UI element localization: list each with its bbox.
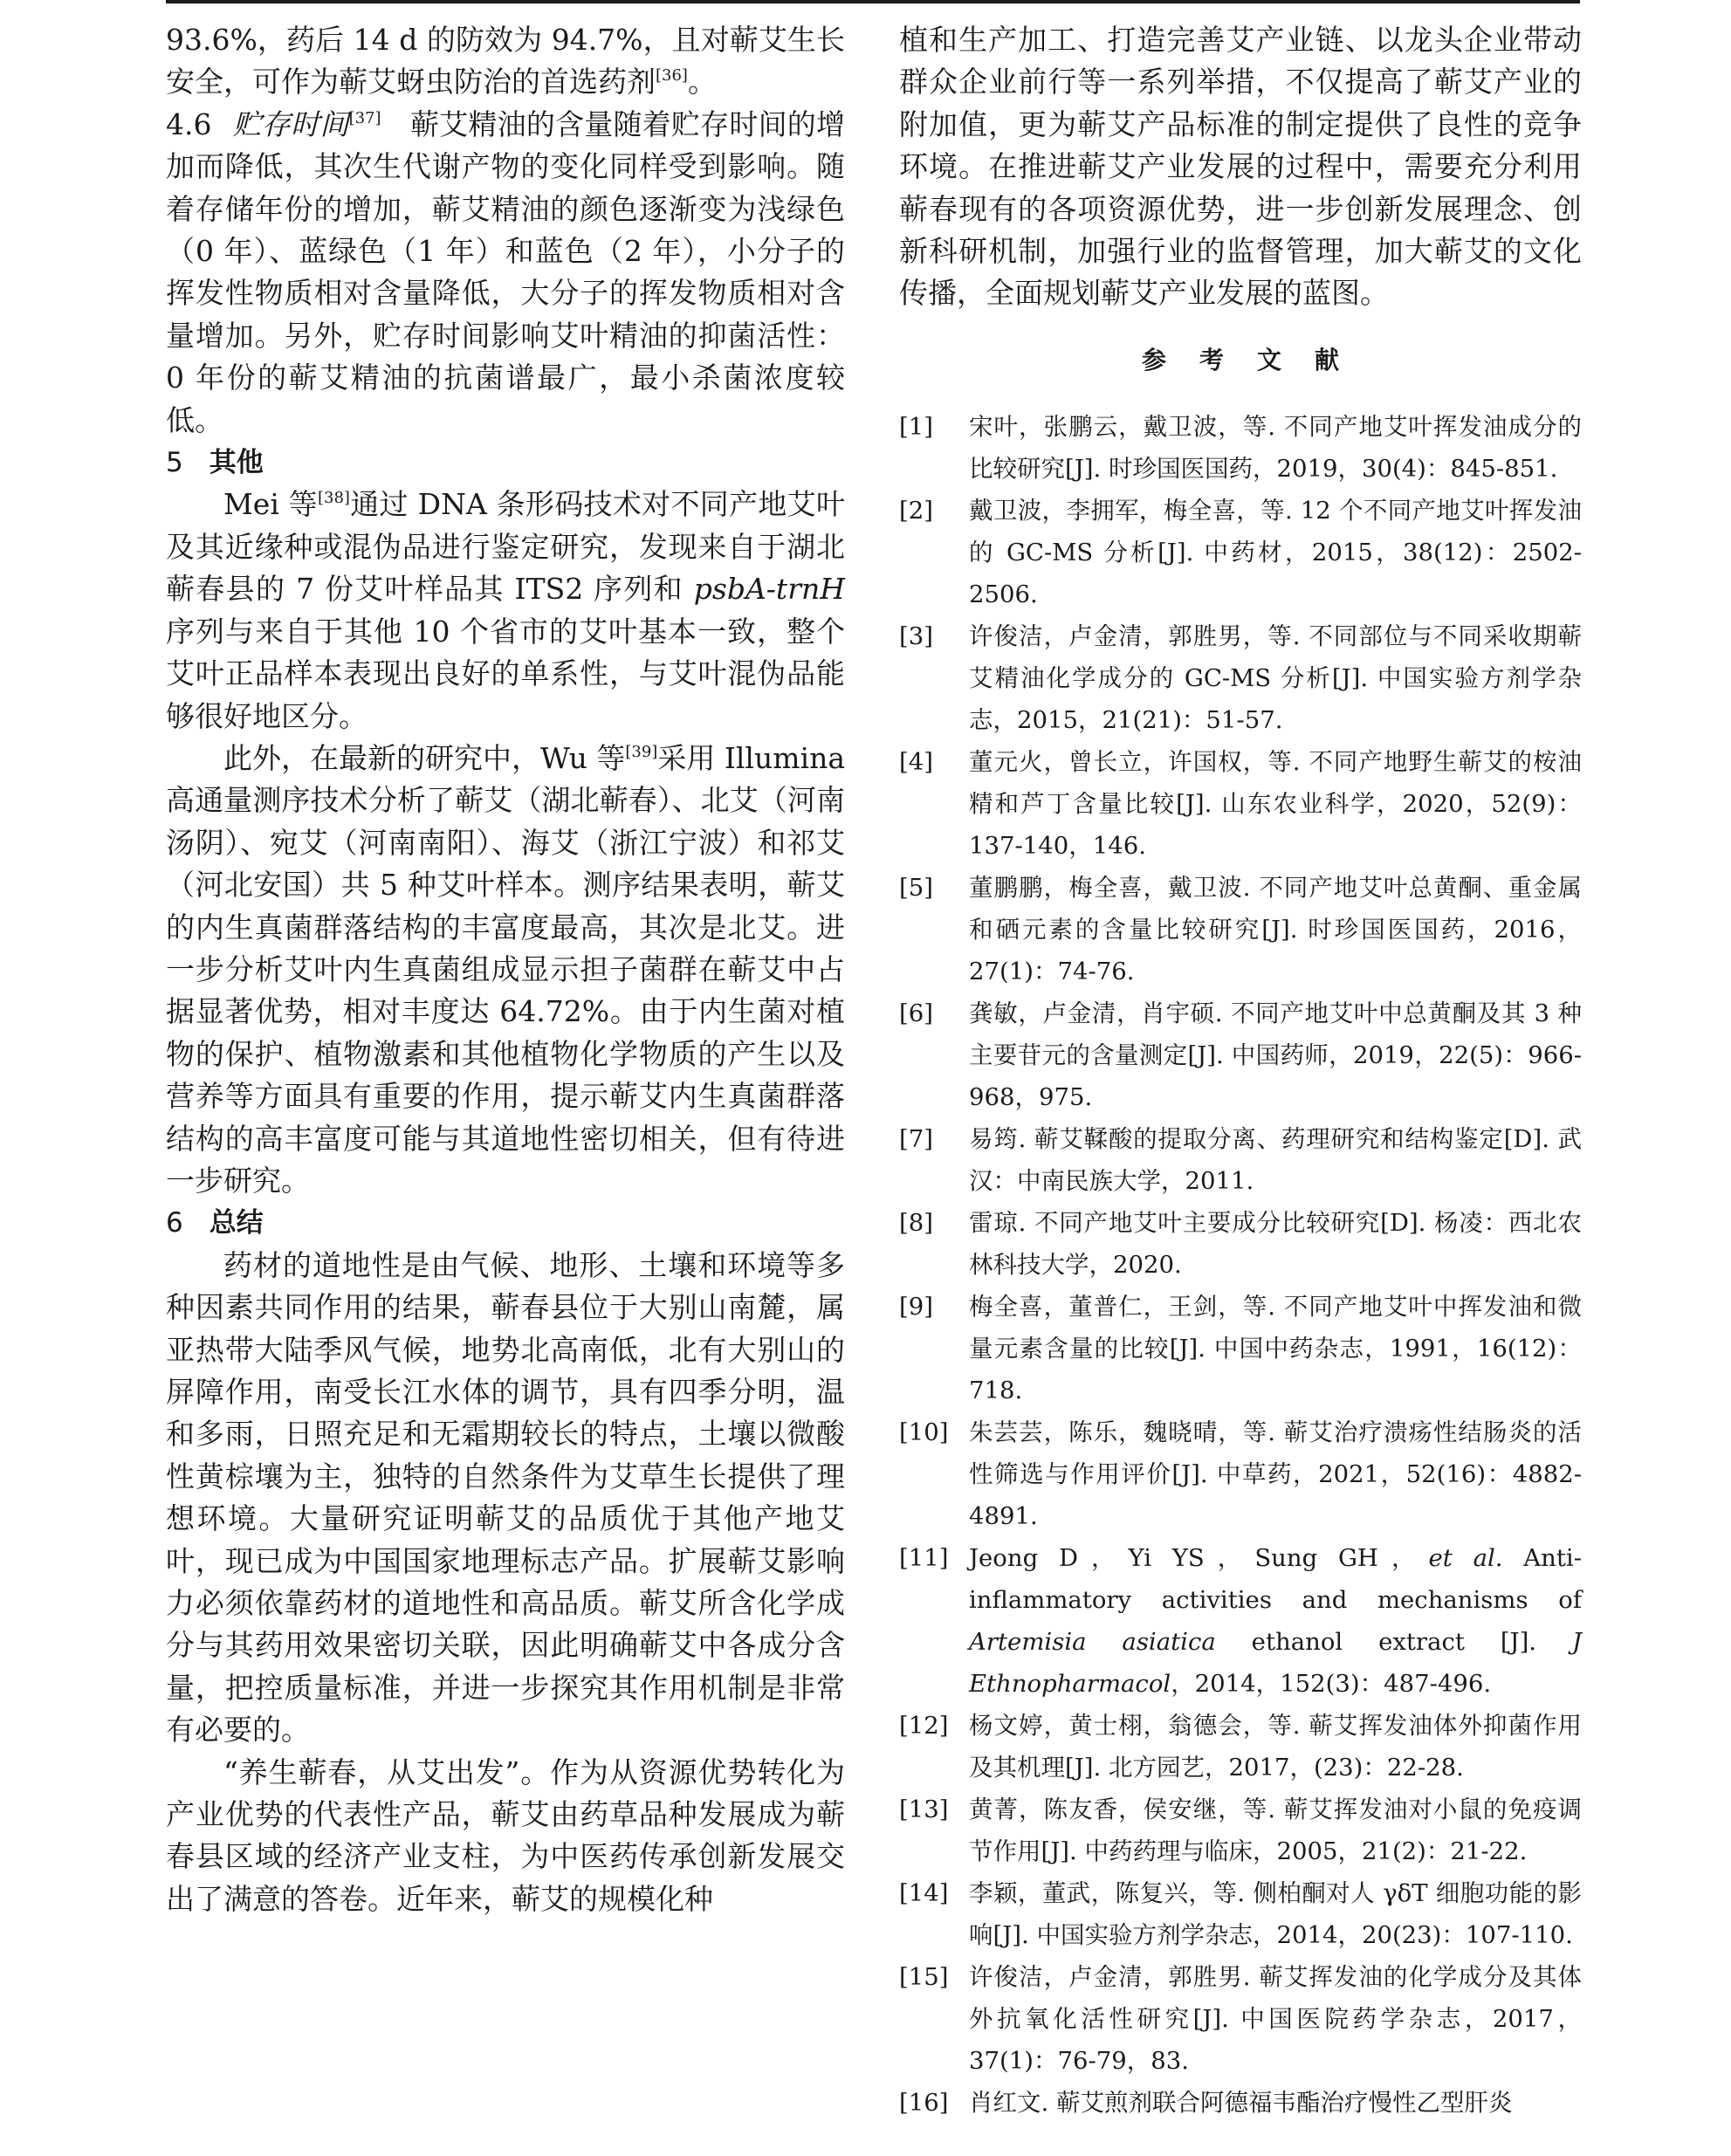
reference-text: 肖红文. 蕲艾煎剂联合阿德福韦酯治疗慢性乙型肝炎 xyxy=(969,2088,1513,2117)
section-number: 6 xyxy=(166,1207,183,1239)
reference-item xyxy=(899,1705,1582,1789)
reference-number: [15] xyxy=(899,1962,949,1991)
left-column xyxy=(166,19,845,1920)
reference-item xyxy=(899,992,1582,1118)
reference-number: [7] xyxy=(899,1124,933,1153)
reference-number: [13] xyxy=(899,1795,949,1823)
paragraph-continued-right: 植和生产加工、打造完善艾产业链、以龙头企业带动群众企业前行等一系列举措，不仅提高了蕲艾产业的附加值，更为蕲艾产品标准的制定提供了良性的竞争环境。在推进蕲艾产业发展的过程中，需要充分利用蕲春现有的各项资源优势，进一步创新发展理念、创新科研机制，加强行业的监督管理，加大蕲艾的文化传播，全面规划蕲艾产业发展的蓝图。 xyxy=(899,23,1582,311)
reference-item xyxy=(899,1872,1582,1956)
text: 序列与来自于其他 10 个省市的艾叶基本一致，整个艾叶正品样本表现出良好的单系性，与艾叶混伪品能够很好地区分。 xyxy=(166,614,845,733)
reference-item xyxy=(899,1537,1582,1705)
citation: [36] xyxy=(656,66,688,86)
reference-text: 许俊洁，卢金清，郭胜男. 蕲艾挥发油的化学成分及其体外抗氧化活性研究[J]. 中国医院药学杂志，2017，37(1)：76-79，83. xyxy=(969,1962,1582,2075)
header-rule xyxy=(166,0,1580,3)
section-6-heading xyxy=(166,1202,845,1244)
reference-number: [10] xyxy=(899,1418,949,1446)
paragraph-5b xyxy=(166,738,845,1202)
subsection-title: 贮存时间 xyxy=(232,106,349,141)
reference-number: [1] xyxy=(899,412,933,441)
section-number: 5 xyxy=(166,447,183,479)
reference-text: 宋叶，张鹏云，戴卫波，等. 不同产地艾叶挥发油成分的比较研究[J]. 时珍国医国药，2019，30(4)：845-851. xyxy=(969,412,1582,483)
text: 采用 Illumina 高通量测序技术分析了蕲艾（湖北蕲春）、北艾（河南汤阴）、宛艾（河南南阳）、海艾（浙江宁波）和祁艾（河北安国）共 5 种艾叶样本。测序结果表明，蕲艾的内生真菌群落结构的丰富度最高，其次是北艾。进一步分析艾叶内生真菌组成显示担子菌群在蕲艾中占据显著优势，相对丰度达 64.72%。由于内生菌对植物的保护、植物激素和其他植物化学物质的产生以及营养等方面具有重要的作用，提示蕲艾内生真菌群落结构的高丰富度可能与其道地性密切相关，但有待进一步研究。 xyxy=(166,740,846,1198)
text: Jeong D，Yi YS，Sung GH， xyxy=(969,1543,1429,1572)
reference-text: 朱芸芸，陈乐，魏晓晴，等. 蕲艾治疗溃疡性结肠炎的活性筛选与作用评价[J]. 中草药，2021，52(16)：4882-4891. xyxy=(969,1418,1582,1530)
reference-item xyxy=(899,1411,1582,1537)
citation: [39] xyxy=(625,742,658,761)
reference-text: 杨文婷，黄士栩，翁德会，等. 蕲艾挥发油体外抑菌作用及其机理[J]. 北方园艺，2017，(23)：22-28. xyxy=(969,1711,1582,1782)
text: 此外，在最新的研究中，Wu 等 xyxy=(223,740,626,775)
text: ethanol extract [J]. xyxy=(1215,1627,1572,1656)
reference-number: [5] xyxy=(899,873,933,902)
reference-text: 戴卫波，李拥军，梅全喜，等. 12 个不同产地艾叶挥发油的 GC-MS 分析[J]. 中药材，2015，38(12)：2502-2506. xyxy=(969,496,1582,608)
reference-item xyxy=(899,1202,1582,1286)
paragraph-continued xyxy=(166,19,845,104)
reference-number: [11] xyxy=(899,1543,949,1572)
gene-name: psbA-trnH xyxy=(693,572,845,607)
reference-number: [16] xyxy=(899,2088,949,2117)
section-title: 总结 xyxy=(209,1207,264,1239)
reference-item xyxy=(899,490,1582,615)
reference-item xyxy=(899,741,1582,867)
reference-item xyxy=(899,1118,1582,1202)
reference-item xyxy=(899,867,1582,992)
section-title: 其他 xyxy=(209,447,264,479)
right-column xyxy=(899,19,1582,2124)
reference-number: [8] xyxy=(899,1208,933,1237)
citation: [37] xyxy=(348,108,381,127)
text: ，2014，152(3)：487-496. xyxy=(1171,1669,1492,1698)
subsection-number: 4.6 xyxy=(166,106,212,141)
reference-number: [2] xyxy=(899,496,933,525)
reference-text: 许俊洁，卢金清，郭胜男，等. 不同部位与不同采收期蕲艾精油化学成分的 GC-MS 分析[J]. 中国实验方剂学杂志，2015，21(21)：51-57. xyxy=(969,621,1582,734)
text: . Anti-inflammatory activities and mechanisms of xyxy=(969,1543,1583,1614)
text: 通过 DNA 条形码技术对不同产地艾叶及其近缘种或混伪品进行鉴定研究，发现来自于湖北蕲春县的 7 份艾叶样品其 ITS2 序列和 xyxy=(166,487,845,607)
citation: [38] xyxy=(317,489,350,508)
paragraph-6a: 药材的道地性是由气候、地形、土壤和环境等多种因素共同作用的结果，蕲春县位于大别山南麓，属亚热带大陆季风气候，地势北高南低，北有大别山的屏障作用，南受长江水体的调节，具有四季分明，温和多雨，日照充足和无霜期较长的特点，土壤以微酸性黄棕壤为主，独特的自然条件为艾草生长提供了理想环境。大量研究证明蕲艾的品质优于其他产地艾叶，现已成为中国国家地理标志产品。扩展蕲艾影响力必须依靠药材的道地性和高品质。蕲艾所含化学成分与其药用效果密切关联，因此明确蕲艾中各成分含量，把控质量标准，并进一步探究其作用机制是非常有必要的。 xyxy=(166,1247,845,1747)
references-heading: 参考文献 xyxy=(1141,345,1372,374)
subsection-4-6 xyxy=(166,104,845,442)
reference-item xyxy=(899,1956,1582,2082)
reference-item xyxy=(899,1286,1582,1411)
reference-text: 董鹏鹏，梅全喜，戴卫波. 不同产地艾叶总黄酮、重金属和硒元素的含量比较研究[J]. 时珍国医国药，2016，27(1)：74-76. xyxy=(969,873,1582,985)
reference-number: [12] xyxy=(899,1711,949,1740)
paragraph-text: 蕲艾精油的含量随着贮存时间的增加而降低，其次生代谢产物的变化同样受到影响。随着存储年份的增加，蕲艾精油的颜色逐渐变为浅绿色（0 年）、蓝绿色（1 年）和蓝色（2 年），小分子的挥发性物质相对含量降低，大分子的挥发物质相对含量增加。另外，贮存时间影响艾叶精油的抑菌活性：0 年份的蕲艾精油的抗菌谱最广，最小杀菌浓度较低。 xyxy=(166,106,846,437)
section-5-heading xyxy=(166,442,845,484)
paragraph-5a xyxy=(166,484,845,737)
reference-text: 黄菁，陈友香，侯安继，等. 蕲艾挥发油对小鼠的免疫调节作用[J]. 中药药理与临床，2005，21(2)：21-22. xyxy=(969,1795,1582,1865)
reference-text: 易筠. 蕲艾鞣酸的提取分离、药理研究和结构鉴定[D]. 武汉：中南民族大学，2011. xyxy=(969,1124,1582,1195)
reference-number: [9] xyxy=(899,1292,933,1321)
species-name: Artemisia asiatica xyxy=(969,1627,1216,1656)
italic-text: et al xyxy=(1428,1543,1495,1572)
reference-item xyxy=(899,1789,1582,1872)
reference-number: [14] xyxy=(899,1878,949,1907)
reference-item xyxy=(899,2082,1582,2124)
reference-text: 龚敏，卢金清，肖宇硕. 不同产地艾叶中总黄酮及其 3 种主要苷元的含量测定[J]. 中国药师，2019，22(5)：966-968，975. xyxy=(969,999,1582,1111)
text: Mei 等 xyxy=(223,487,318,522)
reference-text: 梅全喜，董普仁，王剑，等. 不同产地艾叶中挥发油和微量元素含量的比较[J]. 中国中药杂志，1991，16(12)：718. xyxy=(969,1292,1582,1404)
reference-text: 李颖，董武，陈复兴，等. 侧柏酮对人 γδT 细胞功能的影响[J]. 中国实验方剂学杂志，2014，20(23)：107-110. xyxy=(969,1878,1582,1949)
journal-name: J Ethnopharmacol xyxy=(969,1627,1582,1698)
paragraph-6b: “养生蕲春，从艾出发”。作为从资源优势转化为产业优势的代表性产品，蕲艾由药草品种发展成为蕲春县区域的经济产业支柱，为中医药传承创新发展交出了满意的答卷。近年来，蕲艾的规模化种 xyxy=(166,1754,845,1916)
reference-number: [6] xyxy=(899,999,933,1027)
reference-item xyxy=(899,406,1582,490)
reference-text xyxy=(969,1537,1582,1705)
text: 93.6%，药后 14 d 的防效为 94.7%，且对蕲艾生长安全，可作为蕲艾蚜虫防治的首选药剂 xyxy=(166,23,845,100)
reference-number: [3] xyxy=(899,621,933,650)
text: 。 xyxy=(687,65,717,100)
reference-list xyxy=(899,406,1582,2124)
reference-number: [4] xyxy=(899,747,933,776)
reference-text: 董元火，曾长立，许国权，等. 不同产地野生蕲艾的桉油精和芦丁含量比较[J]. 山东农业科学，2020，52(9)：137-140，146. xyxy=(969,747,1582,860)
reference-item xyxy=(899,615,1582,741)
reference-text: 雷琼. 不同产地艾叶主要成分比较研究[D]. 杨凌：西北农林科技大学，2020. xyxy=(969,1208,1582,1279)
